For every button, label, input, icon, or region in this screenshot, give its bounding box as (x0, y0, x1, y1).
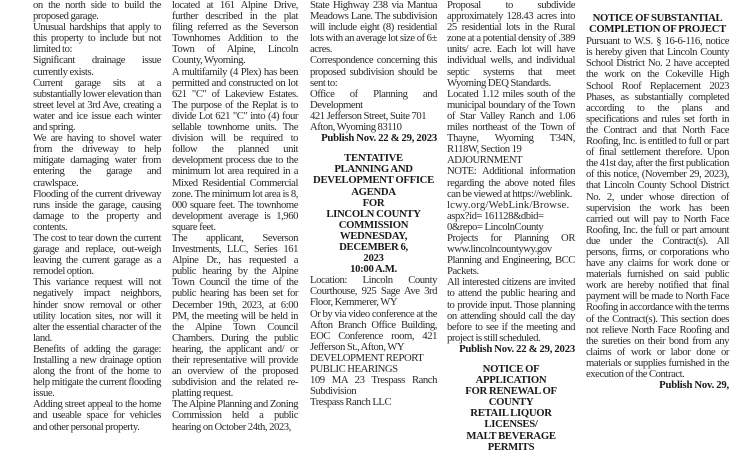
heading-line: COMMISSION (338, 218, 409, 231)
publish-date: Publish Nov. 22 & 29, 2023 (459, 342, 575, 355)
heading-line: FOR (362, 196, 385, 209)
heading-line: AGENDA (351, 185, 396, 198)
paragraph: Correspondence concerning this proposed subdivision should be sent to: (310, 54, 437, 89)
publish-date: Publish Nov. 22 & 29, 2023 (321, 132, 437, 145)
heading-line: DEVELOPMENT OFFICE (313, 174, 434, 187)
paragraph: ADJOURNMENT (447, 154, 523, 167)
paragraph: Unusual hardships that apply to this property to include but not limited to: (33, 21, 161, 56)
heading-line: FOR RENEWAL OF COUNTY (465, 385, 557, 409)
paragraph: Significant drainage issue currently exists. (33, 54, 161, 78)
paragraph: NOTE: Additional information regarding the above noted files can be viewed at https://weblink. (447, 165, 575, 200)
paragraph: A multifamily (4 Plex) has been permitted and constructed on lot 621 "C" of Lakeview Estates. The purpose of the Replat is to divide Lot 621 "C" into (4) four sellable townhome units. The division will be required to follow the planned unit development process due to the minimum lot area required in a Mixed Residential Commercial zone. The minimum lot area is 8, 000 square feet. The townhome development average is 1,960 square feet. (172, 65, 298, 233)
heading-line: WEDNESDAY, DECEMBER 6, (339, 229, 408, 253)
paragraph: The Alpine Planning and Zoning Commission held a public hearing on October 24th, 2023, (172, 398, 298, 433)
paragraph: PUBLIC HEARINGS (310, 363, 398, 375)
paragraph: Pursuant to W.S. § 16-6-116, notice is hereby given that Lincoln County School District No. 2 have accepted the work on the Cokeville High School Roof Replacement 2023 Phases, as substantially completed according to the plans and specifications and rules set forth in the Contract and that North Face Roofing, Inc. is entitled to full or part of final settlement therefore. Upon the 41st day, after the first publication of this notice, (November 29, 2023), that Lincoln County School District No. 2, under whose direction of supervision the work has been carried out will pay to North Face Roofing, Inc. the full or part amount due under the Contract(s). All persons, firms, or corporations who have any claims for work done or materials furnished on said public work are hereby notified that final payment will be made to North Face Roofing in accordance with the terms of the Contract(s). This section does not relieve North Face Roofing and the sureties on their bond from any claims of work or labor done or materials or supplies furnished in the execution of the Contract. (586, 35, 729, 380)
paragraph: State Highway 238 via Mantua Meadows Lane. The subdivision will include eight (8) residential lots with an average lot size of 6± acres. (310, 0, 437, 56)
column-substantial-completion (586, 0, 729, 391)
paragraph: This variance request will not negatively impact neighbors, hinder snow removal or other utility location sites, nor will it alter the essential character of the land. (33, 276, 161, 344)
heading-line: 2023 (363, 252, 384, 265)
paragraph: 421 Jefferson Street, Suite 701 (310, 109, 427, 122)
paragraph: 109 MA 23 Trespass Ranch Subdivision (310, 374, 437, 398)
paragraph: All interested citizens are invited to attend the public hearing and to provide input. Those planning on attending should call the day before to see if the meeting and project is still scheduled. (447, 276, 575, 344)
paragraph: Current garage sits at a substantially lower elevation than street level at 3rd Ave, creating a water and ice issue each winter and spring. (33, 76, 161, 134)
heading-line: LINCOLN COUNTY (326, 207, 421, 220)
paragraph: Afton, Wyoming 83110 (310, 121, 402, 134)
paragraph: Trespass Ranch LLC (310, 396, 392, 409)
paragraph: The applicant, Severson Investments, LLC, Series 161 Alpine Dr., has requested a public hearing by the Alpine Town Council the time of the public hearing has been set for December 19th, 2023, at 6:00 PM, the meeting will be held in the Alpine Town Council Chambers. During the public hearing, the applicant and/ or their representative will provide an overview of the proposed subdivision and the related re-platting request. (172, 231, 298, 400)
paragraph: Located 1.12 miles south of the municipal boundary of the Town of Star Valley Ranch and 1.06 miles northeast of the Town of Thayne, Wyoming T34N, R118W, Section 19 (447, 87, 575, 156)
paragraph: DEVELOPMENT REPORT (310, 351, 424, 364)
liquor-license-heading (447, 364, 575, 453)
paragraph: Flooding of the current driveway runs inside the garage, causing damage to the property and contents. (33, 187, 161, 233)
column-variance-request (33, 0, 161, 433)
heading-line: MALT BEVERAGE PERMITS (466, 429, 556, 453)
weblink-url[interactable]: lcwy.org/WebLink/Browse. (447, 198, 570, 211)
paragraph: on the north side to build the proposed garage. (33, 0, 161, 23)
agenda-heading (310, 153, 437, 275)
paragraph: The cost to tear down the current garage and replace, out-weigh leaving the current garage as a remodel option. (33, 231, 161, 278)
paragraph: Or by via video conference at the Afton Branch Office Building, EOC Conference room, 421 Jefferson St., Afton, WY (310, 307, 437, 353)
paragraph: Projects for Planning OR www.lincolncountywy.gov Planning and Engineering, BCC Packets. (447, 231, 575, 278)
heading-line: 10:00 A.M. (350, 263, 397, 276)
heading-line: COMPLETION OF PROJECT (589, 23, 726, 36)
weblink-url[interactable]: aspx?id= 161128&dbid= 0&repo= LincolnCounty (447, 209, 544, 233)
heading-line: TENTATIVE (344, 152, 403, 165)
heading-line: NOTICE OF APPLICATION (475, 363, 547, 387)
column-subdivision-proposal (447, 0, 575, 453)
paragraph: Proposal to subdivide approximately 128.43 acres into 25 residential lots in the Rural zone at a potential density of .389 units/ acre. Each lot will have individual wells, and individual septic systems that meet Wyoming DEQ Standards. (447, 0, 575, 89)
publish-date: Publish Nov. 29, (659, 379, 729, 392)
heading-line: RETAIL LIQUOR LICENSES/ (470, 407, 552, 431)
heading-line: PLANNING AND (334, 163, 413, 176)
paragraph: Benefits of adding the garage: Installing a new drainage option along the front of the home to help mitigate the current flooding issue. (33, 342, 161, 400)
paragraph: Office of Planning and Development (310, 87, 437, 111)
paragraph: We are having to shovel water from the driveway to help mitigate damaging water from entering the garage and crawlspace. (33, 132, 161, 189)
heading-line: NOTICE OF SUBSTANTIAL (592, 12, 723, 24)
column-alpine-replat (172, 0, 298, 433)
paragraph: located at 161 Alpine Drive, further described in the plat filing referred as the Severson Townhomes Addition to the Town of Alpine, Lincoln County, Wyoming. (172, 0, 298, 67)
column-planning-agenda (310, 0, 437, 408)
paragraph: Adding street appeal to the home and useable space for vehicles and other personal property. (33, 398, 161, 433)
paragraph: Location: Lincoln County Courthouse, 925 Sage Ave 3rd Floor, Kemmerer, WY (310, 274, 437, 309)
